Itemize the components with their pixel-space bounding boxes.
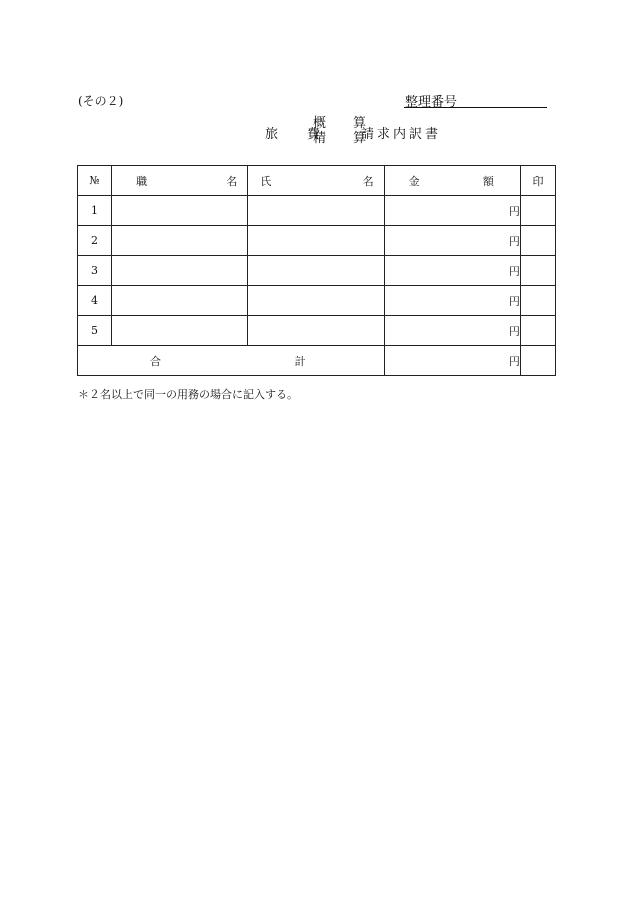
total-row — [78, 346, 556, 376]
title-prefix: 旅 費 — [265, 127, 329, 142]
row-number: 1 — [78, 196, 112, 226]
header-name-b: 名 — [362, 174, 374, 188]
total-seal-cell[interactable] — [520, 346, 555, 376]
header-amount-a: 金 — [408, 174, 420, 188]
seal-cell[interactable] — [520, 226, 555, 256]
yen-unit: 円 — [508, 234, 520, 248]
name-cell[interactable] — [248, 316, 384, 346]
title-option-settlement: 精 算 — [313, 131, 374, 146]
seal-cell[interactable] — [520, 316, 555, 346]
title-option-estimate: 概 算 — [313, 116, 374, 131]
footnote: ＊２名以上で同一の用務の場合に記入する。 — [78, 388, 298, 401]
page-label: (その２) — [78, 94, 124, 108]
header-amount-b: 額 — [482, 174, 494, 188]
job-title-cell[interactable] — [112, 316, 248, 346]
table-row — [78, 226, 556, 256]
amount-cell[interactable] — [384, 286, 520, 316]
job-title-cell[interactable] — [112, 256, 248, 286]
header-amount — [384, 166, 520, 196]
seal-cell[interactable] — [520, 256, 555, 286]
table-row — [78, 286, 556, 316]
document-title — [0, 116, 630, 148]
header-job-title-a: 職 — [136, 174, 148, 188]
table-header-row — [78, 166, 556, 196]
header-no: № — [78, 166, 112, 196]
name-cell[interactable] — [248, 196, 384, 226]
table-row — [78, 256, 556, 286]
table-row — [78, 316, 556, 346]
seal-cell[interactable] — [520, 286, 555, 316]
yen-unit: 円 — [508, 354, 520, 368]
total-label-b: 計 — [294, 354, 306, 368]
yen-unit: 円 — [508, 204, 520, 218]
name-cell[interactable] — [248, 256, 384, 286]
header-name-a: 氏 — [260, 174, 272, 188]
amount-cell[interactable] — [384, 316, 520, 346]
yen-unit: 円 — [508, 294, 520, 308]
row-number: 3 — [78, 256, 112, 286]
name-cell[interactable] — [248, 226, 384, 256]
amount-cell[interactable] — [384, 226, 520, 256]
header-seal: 印 — [520, 166, 555, 196]
title-suffix: 請求内訳書 — [361, 127, 442, 142]
row-number: 2 — [78, 226, 112, 256]
reference-number-label: 整理番号 — [405, 95, 458, 110]
job-title-cell[interactable] — [112, 286, 248, 316]
seal-cell[interactable] — [520, 196, 555, 226]
amount-cell[interactable] — [384, 256, 520, 286]
reference-number-field — [404, 91, 547, 108]
expense-breakdown-table — [77, 165, 556, 376]
job-title-cell[interactable] — [112, 226, 248, 256]
job-title-cell[interactable] — [112, 196, 248, 226]
row-number: 5 — [78, 316, 112, 346]
table-row — [78, 196, 556, 226]
name-cell[interactable] — [248, 286, 384, 316]
row-number: 4 — [78, 286, 112, 316]
amount-cell[interactable] — [384, 196, 520, 226]
yen-unit: 円 — [508, 324, 520, 338]
header-job-title-b: 名 — [226, 174, 238, 188]
total-label-cell — [78, 346, 385, 376]
header-name — [248, 166, 384, 196]
header-job-title — [112, 166, 248, 196]
total-label-a: 合 — [150, 354, 161, 368]
total-amount-cell[interactable] — [384, 346, 520, 376]
yen-unit: 円 — [508, 264, 520, 278]
